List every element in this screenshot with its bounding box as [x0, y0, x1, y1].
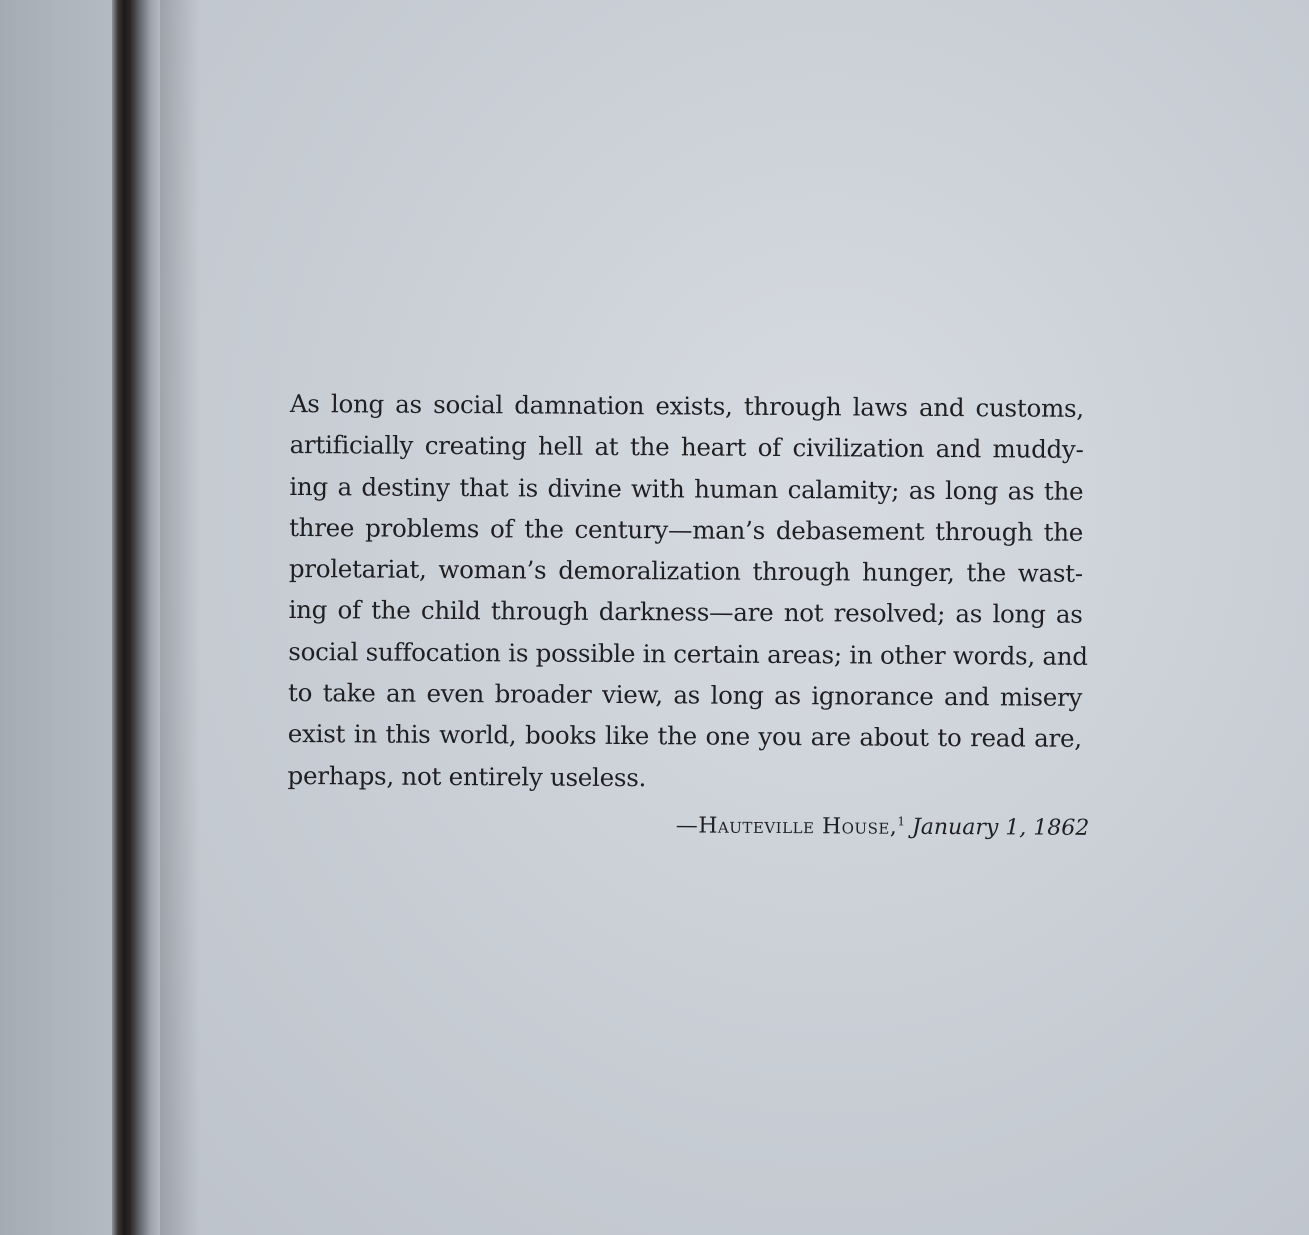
passage-line-5: proletariat, woman’s demoralization through hunger, the wast- [288, 554, 1083, 589]
passage-line-3: ing a destiny that is divine with human calamity; as long as the [289, 471, 1084, 506]
attribution-place: —Hauteville House, [675, 813, 898, 840]
passage-line-1: As long as social damnation exists, through laws and customs, [289, 388, 1084, 423]
passage-line-6: ing of the child through darkness—are not resolved; as long as [288, 595, 1083, 630]
book-gutter [112, 0, 162, 1235]
attribution [287, 804, 1089, 849]
passage-line-7: social suffocation is possible in certain areas; in other words, and [288, 636, 1088, 671]
passage-line-4: three problems of the century—man’s debasement through the [289, 512, 1084, 547]
passage-line-9: exist in this world, books like the one you are about to read are, [287, 719, 1082, 754]
attribution-date: January 1, 1862 [911, 814, 1090, 841]
left-page [0, 0, 118, 1235]
passage-line-10: perhaps, not entirely useless. [287, 760, 647, 792]
preface-passage [287, 383, 1090, 849]
passage-line-2: artificially creating hell at the heart of civilization and muddy- [289, 430, 1084, 465]
passage-line-8: to take an even broader view, as long as ignorance and misery [288, 678, 1083, 712]
footnote-mark: 1 [897, 814, 906, 829]
